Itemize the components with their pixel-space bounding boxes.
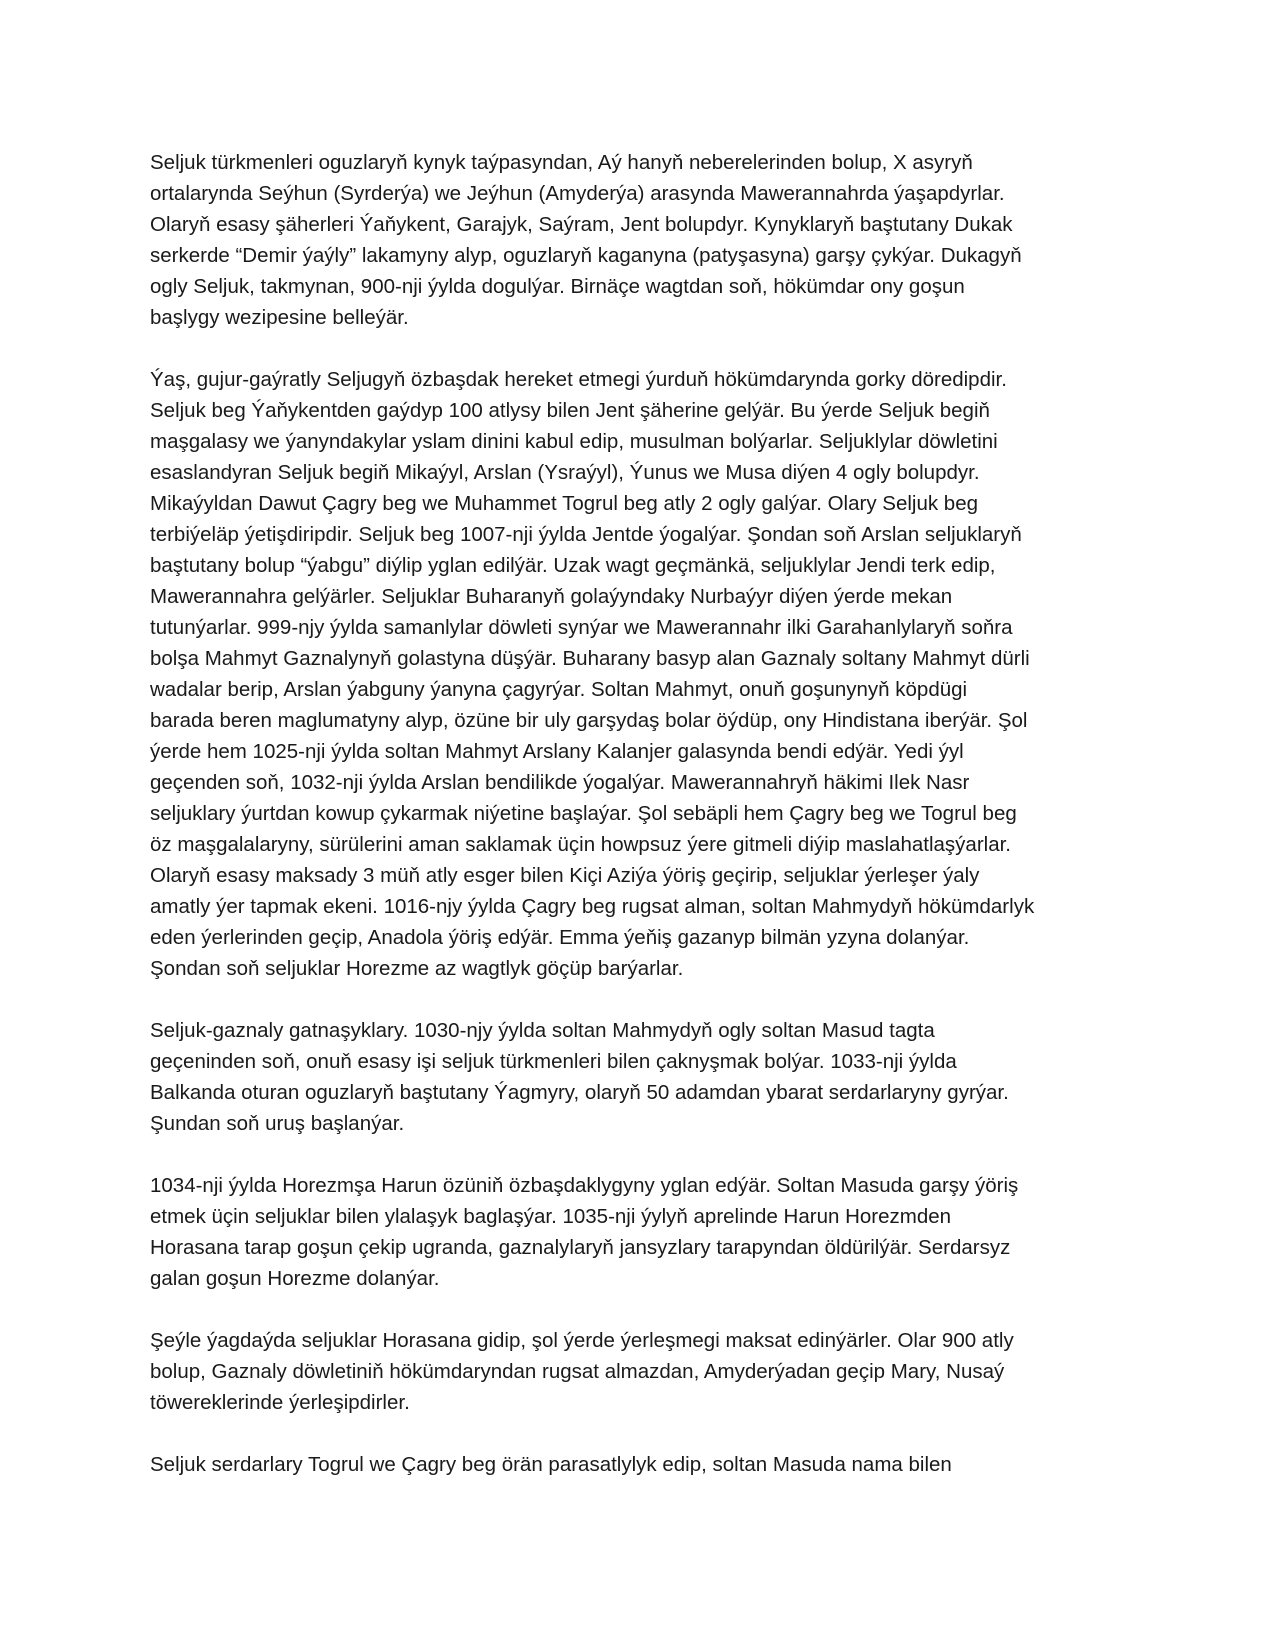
text-line: töwereklerinde ýerleşipdirler. (150, 1391, 410, 1414)
text-line: seljuklary ýurtdan kowup çykarmak niýetine başlaýar. Şol sebäpli hem Çagry beg we Togrul beg (150, 802, 1017, 825)
text-line: Şundan soň uruş başlanýar. (150, 1112, 405, 1135)
text-line: terbiýeläp ýetişdiripdir. Seljuk beg 1007-nji ýylda Jentde ýogalýar. Şondan soň Arslan seljuklaryň (150, 523, 1022, 546)
text-line: amatly ýer tapmak ekeni. 1016-njy ýylda Çagry beg rugsat alman, soltan Mahmydyň hökümdarlyk (150, 895, 1035, 918)
text-line: Horasana tarap goşun çekip ugranda, gaznalylaryň jansyzlary tarapyndan öldürilýär. Serdarsyz (150, 1236, 1011, 1259)
text-line: etmek üçin seljuklar bilen ylalaşyk baglaşýar. 1035-nji ýylyň aprelinde Harun Horezmden (150, 1205, 952, 1228)
text-line: Şondan soň seljuklar Horezme az wagtlyk göçüp barýarlar. (150, 957, 684, 980)
paragraph-seljuk-origins (150, 147, 1140, 333)
text-line: Balkanda oturan oguzlaryň baştutany Ýagmyry, olaryň 50 adamdan ybarat serdarlaryny gyrýar. (150, 1081, 1009, 1104)
text-line: galan goşun Horezme dolanýar. (150, 1267, 440, 1290)
text-line: Seljuk serdarlary Togrul we Çagry beg örän parasatlylyk edip, soltan Masuda nama bilen (150, 1453, 952, 1476)
text-line: 1034-nji ýylda Horezmşa Harun özüniň özbaşdaklygyny yglan edýär. Soltan Masuda garşy ýöriş (150, 1174, 1019, 1197)
text-line: Seljuk beg Ýaňykentden gaýdyp 100 atlysy bilen Jent şäherine gelýär. Bu ýerde Seljuk begiň (150, 399, 990, 422)
text-line: Mawerannahra gelýärler. Seljuklar Buharanyň golaýyndaky Nurbaýyr diýen ýerde mekan (150, 585, 953, 608)
text-line: başlygy wezipesine belleýär. (150, 306, 409, 329)
text-line: Seljuk türkmenleri oguzlaryň kynyk taýpasyndan, Aý hanyň neberelerinden bolup, X asyryň (150, 151, 973, 174)
text-line: ýerde hem 1025-nji ýylda soltan Mahmyt Arslany Kalanjer galasynda bendi edýär. Yedi ýyl (150, 740, 964, 763)
text-line: ortalarynda Seýhun (Syrderýa) we Jeýhun (Amyderýa) arasynda Mawerannahrda ýaşapdyrlar. (150, 182, 1005, 205)
paragraph-horezmsha-harun (150, 1170, 1140, 1294)
paragraph-seljuk-leaders (150, 1449, 1140, 1480)
text-line: barada beren maglumatyny alyp, özüne bir uly garşydaş bolar öýdüp, ony Hindistana iberýär. Şol (150, 709, 1028, 732)
paragraph-seljuk-gaznaly-relations (150, 1015, 1140, 1139)
text-line: öz maşgalalaryny, sürülerini aman saklamak üçin howpsuz ýere gitmeli diýip maslahatlaşýarlar. (150, 833, 1011, 856)
text-line: bolup, Gaznaly döwletiniň hökümdaryndan rugsat almazdan, Amyderýadan geçip Mary, Nusaý (150, 1360, 1005, 1383)
document-body (150, 147, 1140, 1511)
text-line: geçeninden soň, onuň esasy işi seljuk türkmenleri bilen çaknyşmak bolýar. 1033-nji ýylda (150, 1050, 957, 1073)
text-line: geçenden soň, 1032-nji ýylda Arslan bendilikde ýogalýar. Mawerannahryň häkimi Ilek Nasr (150, 771, 970, 794)
text-line: ogly Seljuk, takmynan, 900-nji ýylda dogulýar. Birnäçe wagtdan soň, hökümdar ony goşun (150, 275, 965, 298)
text-line: baştutany bolup “ýabgu” diýlip yglan edilýär. Uzak wagt geçmänkä, seljuklylar Jendi terk edip, (150, 554, 996, 577)
text-line: esaslandyran Seljuk begiň Mikaýyl, Arslan (Ysraýyl), Ýunus we Musa diýen 4 ogly bolupdyr. (150, 461, 980, 484)
text-line: eden ýerlerinden geçip, Anadola ýöriş edýär. Emma ýeňiş gazanyp bilmän yzyna dolanýar. (150, 926, 970, 949)
text-line: Şeýle ýagdaýda seljuklar Horasana gidip, şol ýerde ýerleşmegi maksat edinýärler. Olar 900 atly (150, 1329, 1014, 1352)
text-line: Mikaýyldan Dawut Çagry beg we Muhammet Togrul beg atly 2 ogly galýar. Olary Seljuk beg (150, 492, 978, 515)
text-line: serkerde “Demir ýaýly” lakamyny alyp, oguzlaryň kaganyna (patyşasyna) garşy çykýar. Dukagyň (150, 244, 1022, 267)
paragraph-seljuk-beg (150, 364, 1140, 984)
text-line: Seljuk-gaznaly gatnaşyklary. 1030-njy ýylda soltan Mahmydyň ogly soltan Masud tagta (150, 1019, 935, 1042)
text-line: tutunýarlar. 999-njy ýylda samanlylar döwleti synýar we Mawerannahr ilki Garahanlylaryň soňra (150, 616, 1013, 639)
text-line: Olaryň esasy şäherleri Ýaňykent, Garajyk, Saýram, Jent bolupdyr. Kynyklaryň baştutany Dukak (150, 213, 1013, 236)
text-line: Ýaş, gujur-gaýratly Seljugyň özbaşdak hereket etmegi ýurduň hökümdarynda gorky döredipdir. (150, 368, 1007, 391)
text-line: maşgalasy we ýanyndakylar yslam dinini kabul edip, musulman bolýarlar. Seljuklylar döwletini (150, 430, 998, 453)
text-line: wadalar berip, Arslan ýabguny ýanyna çagyrýar. Soltan Mahmyt, onuň goşunynyň köpdügi (150, 678, 968, 701)
text-line: Olaryň esasy maksady 3 müň atly esger bilen Kiçi Aziýa ýöriş geçirip, seljuklar ýerleşer ýaly (150, 864, 980, 887)
paragraph-horasan-settlement (150, 1325, 1140, 1418)
text-line: bolşa Mahmyt Gaznalynyň golastyna düşýär. Buharany basyp alan Gaznaly soltany Mahmyt dürli (150, 647, 1030, 670)
